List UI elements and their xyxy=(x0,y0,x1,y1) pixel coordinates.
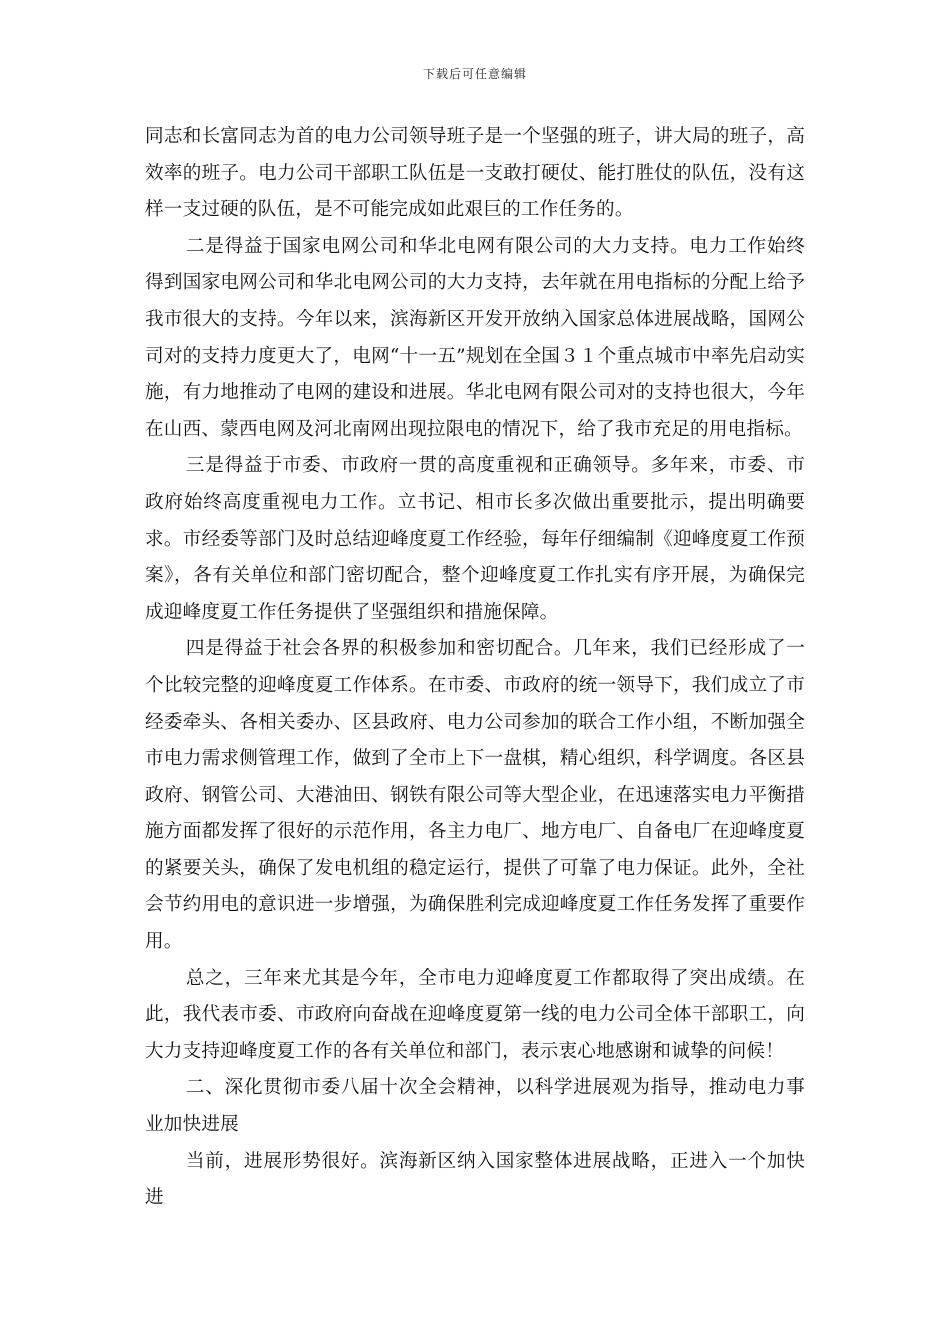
section-heading: 二、深化贯彻市委八届十次全会精神，以科学进展观为指导，推动电力事业加快进展 xyxy=(145,1077,805,1136)
paragraph-6: 当前，进展形势很好。滨海新区纳入国家整体进展战略，正进入一个加快进 xyxy=(145,1150,805,1209)
document-body xyxy=(145,119,805,1217)
paragraph-4: 四是得益于社会各界的积极参加和密切配合。几年来，我们已经形成了一个比较完整的迎峰度夏工作体系。在市委、市政府的统一领导下，我们成立了市经委牵头、各相关委办、区县政府、电力公司参加的联合工作小组，不断加强全市电力需求侧管理工作，做到了全市上下一盘棋，精心组织，科学调度。各区县政府、钢管公司、大港油田、钢铁有限公司等大型企业，在迅速落实电力平衡措施方面都发挥了很好的示范作用，各主力电厂、地方电厂、自备电厂在迎峰度夏的紧要关头，确保了发电机组的稳定运行，提供了可靠了电力保证。此外，全社会节约用电的意识进一步增强，为确保胜利完成迎峰度夏工作任务发挥了重要作用。 xyxy=(145,638,805,953)
paragraph-1: 同志和长富同志为首的电力公司领导班子是一个坚强的班子，讲大局的班子，高效率的班子。电力公司干部职工队伍是一支敢打硬仗、能打胜仗的队伍，没有这样一支过硬的队伍，是不可能完成如此艰巨的工作任务的。 xyxy=(145,126,805,221)
paragraph-2: 二是得益于国家电网公司和华北电网有限公司的大力支持。电力工作始终得到国家电网公司和华北电网公司的大力支持，去年就在用电指标的分配上给予我市很大的支持。今年以来，滨海新区开发开放纳入国家总体进展战略，国网公司对的支持力度更大了，电网“十一五”规划在全国３１个重点城市中率先启动实施，有力地推动了电网的建设和进展。华北电网有限公司对的支持也很大，今年在山西、蒙西电网及河北南网出现拉限电的情况下，给了我市充足的用电指标。 xyxy=(145,235,805,440)
paragraph-3: 三是得益于市委、市政府一贯的高度重视和正确领导。多年来，市委、市政府始终高度重视电力工作。立书记、相市长多次做出重要批示，提出明确要求。市经委等部门及时总结迎峰度夏工作经验，每年仔细编制《迎峰度夏工作预案》，各有关单位和部门密切配合，整个迎峰度夏工作扎实有序开展，为确保完成迎峰度夏工作任务提供了坚强组织和措施保障。 xyxy=(145,455,805,623)
paragraph-5: 总之，三年来尤其是今年，全市电力迎峰度夏工作都取得了突出成绩。在此，我代表市委、市政府向奋战在迎峰度夏第一线的电力公司全体干部职工，向大力支持迎峰度夏工作的各有关单位和部门，表示衷心地感谢和诚挚的问候！ xyxy=(145,967,805,1062)
page-header-note: 下载后可任意编辑 xyxy=(422,67,527,81)
